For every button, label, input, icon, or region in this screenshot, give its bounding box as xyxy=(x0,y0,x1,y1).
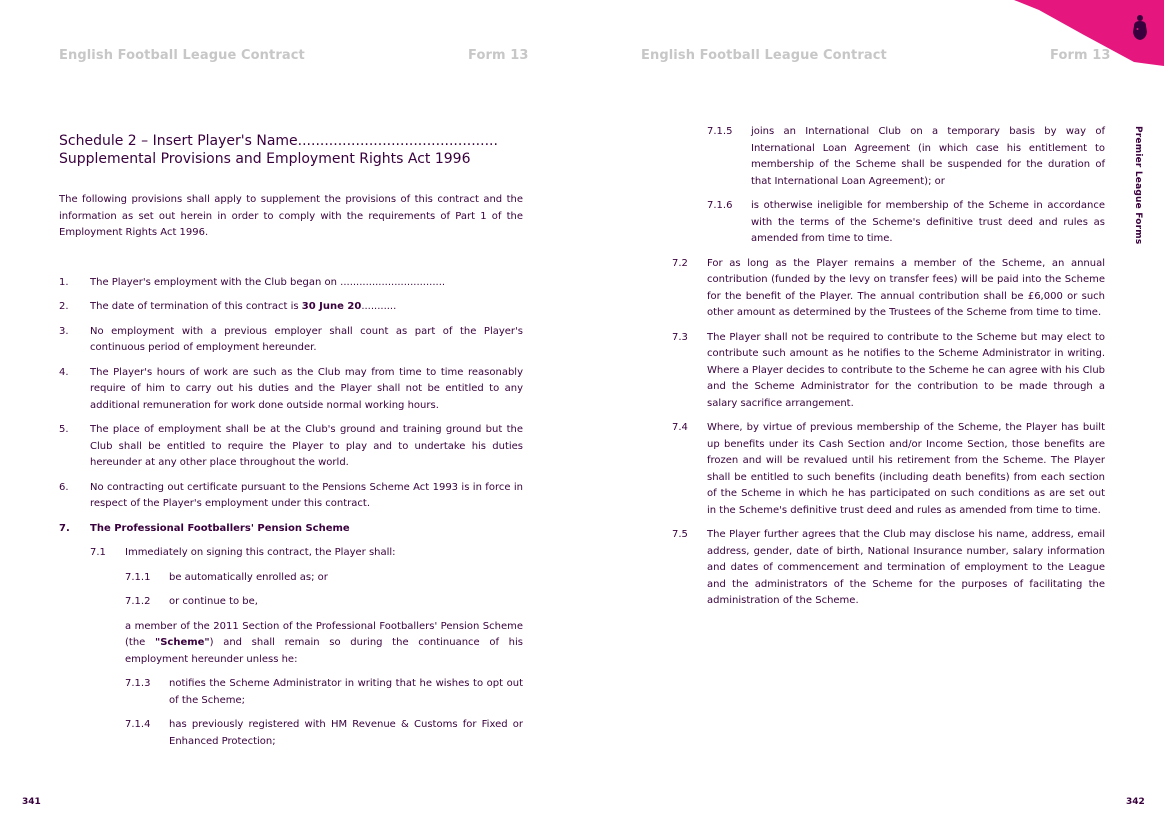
clause-7-3 xyxy=(672,330,1105,413)
page-number-left: 341 xyxy=(22,797,41,807)
list-item-4 xyxy=(59,365,523,415)
clause-number: 7.5 xyxy=(672,529,688,540)
clause-text: be automatically enrolled as; or xyxy=(169,571,328,583)
clause-number: 7.2 xyxy=(672,257,688,269)
clause-text: joins an International Club on a temporary basis by way of International Loan Agreement (in which case his entitlement to membership of the Scheme shall be suspended for the duration of that International Loan Agreement); or xyxy=(751,126,1105,187)
clause-7-4 xyxy=(672,420,1105,519)
schedule-title-line1: Schedule 2 – Insert Player's Name............................................. xyxy=(59,133,498,149)
clause-text: is otherwise ineligible for membership of the Scheme in accordance with the terms of the Scheme's definitive trust deed and rules as amended from time to time. xyxy=(751,200,1105,244)
side-label: Premier League Forms xyxy=(1133,126,1143,245)
scheme-term-bold: "Scheme" xyxy=(154,637,210,648)
schedule-title-line2: Supplemental Provisions and Employment Rights Act 1996 xyxy=(59,151,471,167)
item-text: No contracting out certificate pursuant to the Pensions Scheme Act 1993 is in force in respect of the Player's employment under this contract. xyxy=(90,481,523,509)
member-text-end: ) and shall remain so during the continuance of his employment hereunder unless he: xyxy=(125,637,523,665)
list-item-7-heading xyxy=(59,521,523,538)
item-text: The Player's employment with the Club began on ................................. xyxy=(90,276,446,288)
termination-date-bold: 30 June 20 xyxy=(301,301,362,312)
right-header-form: Form 13 xyxy=(1050,48,1111,63)
page-number-right: 342 xyxy=(1126,797,1145,807)
item-number: 2. xyxy=(59,301,69,312)
list-item-2 xyxy=(59,299,523,316)
item-number: 7. xyxy=(59,522,70,534)
clause-number: 7.4 xyxy=(672,422,688,433)
list-item-1 xyxy=(59,275,523,292)
item-number: 4. xyxy=(59,366,69,378)
list-item-6 xyxy=(59,480,523,513)
clause-7-1-4 xyxy=(125,717,523,750)
left-header-title: English Football League Contract xyxy=(59,48,305,63)
item-text: The date of termination of this contract is xyxy=(90,301,302,312)
left-column xyxy=(59,132,523,750)
clause-number: 7.1.6 xyxy=(707,200,733,211)
left-header-form: Form 13 xyxy=(468,48,529,63)
member-text: a member of the 2011 Section of the Professional Footballers' Pension Scheme (the xyxy=(125,620,523,648)
lion-logo-icon xyxy=(1128,12,1152,42)
item-number: 5. xyxy=(59,424,69,435)
clause-text: notifies the Scheme Administrator in writing that he wishes to opt out of the Scheme; xyxy=(169,678,523,706)
clause-text: Immediately on signing this contract, the Player shall: xyxy=(125,547,396,558)
item-number: 6. xyxy=(59,481,69,493)
clause-text: or continue to be, xyxy=(169,596,258,607)
item-text: No employment with a previous employer shall count as part of the Player's continuous period of employment hereunder. xyxy=(90,325,523,353)
clause-number: 7.3 xyxy=(672,331,688,343)
item-text: The Professional Footballers' Pension Scheme xyxy=(90,522,350,534)
item-number: 3. xyxy=(59,325,69,337)
item-text: The place of employment shall be at the Club's ground and training ground but the Club shall be entitled to require the Player to play and to undertake his duties hereunder at any other place throughout the world. xyxy=(90,424,523,468)
clause-number: 7.1.4 xyxy=(125,719,151,730)
right-header-title: English Football League Contract xyxy=(641,48,887,63)
clause-7-1 xyxy=(90,545,523,562)
clause-number: 7.1.2 xyxy=(125,596,151,607)
clause-number: 7.1.3 xyxy=(125,678,151,689)
clause-number: 7.1.1 xyxy=(125,571,151,583)
clause-7-1-6 xyxy=(707,198,1105,248)
item-number: 1. xyxy=(59,276,69,288)
clause-text: The Player shall not be required to contribute to the Scheme but may elect to contribute such amount as he notifies to the Scheme Administrator in writing. Where a Player decides to contribute to the Scheme he can agree with his Club and the Scheme Administrator for the contribution to be made through a salary sacrifice arrangement. xyxy=(707,331,1106,409)
clause-text: The Player further agrees that the Club may disclose his name, address, email address, gender, date of birth, National Insurance number, salary information and dates of commencement and termination of employment to the League and the administrators of the Scheme for the purposes of facilitating the administration of the Scheme. xyxy=(707,529,1105,606)
clause-7-1-2 xyxy=(125,594,523,611)
intro-paragraph: The following provisions shall apply to supplement the provisions of this contract and the information as set out herein in order to comply with the requirements of Part 1 of the Employment Rights Act 1996. xyxy=(59,194,523,238)
clause-7-1-5 xyxy=(707,124,1105,190)
item-text-dots: ........... xyxy=(361,301,397,312)
clause-7-1-1 xyxy=(125,570,523,587)
list-item-3 xyxy=(59,324,523,357)
clause-7-1-3 xyxy=(125,676,523,709)
clause-7-2 xyxy=(672,256,1105,322)
clause-number: 7.1.5 xyxy=(707,126,733,137)
member-paragraph xyxy=(125,619,523,669)
clause-7-5 xyxy=(672,527,1105,610)
clause-text: For as long as the Player remains a member of the Scheme, an annual contribution (funded by the levy on transfer fees) will be paid into the Scheme for the benefit of the Player. The annual contribution shall be £6,000 or such other amount as determined by the Trustees of the Scheme from time to time. xyxy=(707,257,1105,318)
list-item-5 xyxy=(59,422,523,472)
clause-text: has previously registered with HM Revenue & Customs for Fixed or Enhanced Protection; xyxy=(169,719,523,747)
right-column xyxy=(672,124,1105,610)
clause-number: 7.1 xyxy=(90,547,106,558)
clause-text: Where, by virtue of previous membership of the Scheme, the Player has built up benefits under its Cash Section and/or Income Section, those benefits are frozen and will be revalued until his retirement from the Scheme. The Player shall be entitled to such benefits (including death benefits) from each section of the Scheme in which he has participated on such conditions as are set out in the Scheme's definitive trust deed and rules as amended from time to time. xyxy=(707,422,1105,516)
item-text: The Player's hours of work are such as the Club may from time to time reasonably require of him to carry out his duties and the Player shall not be entitled to any additional remuneration for work done outside normal working hours. xyxy=(90,366,523,411)
